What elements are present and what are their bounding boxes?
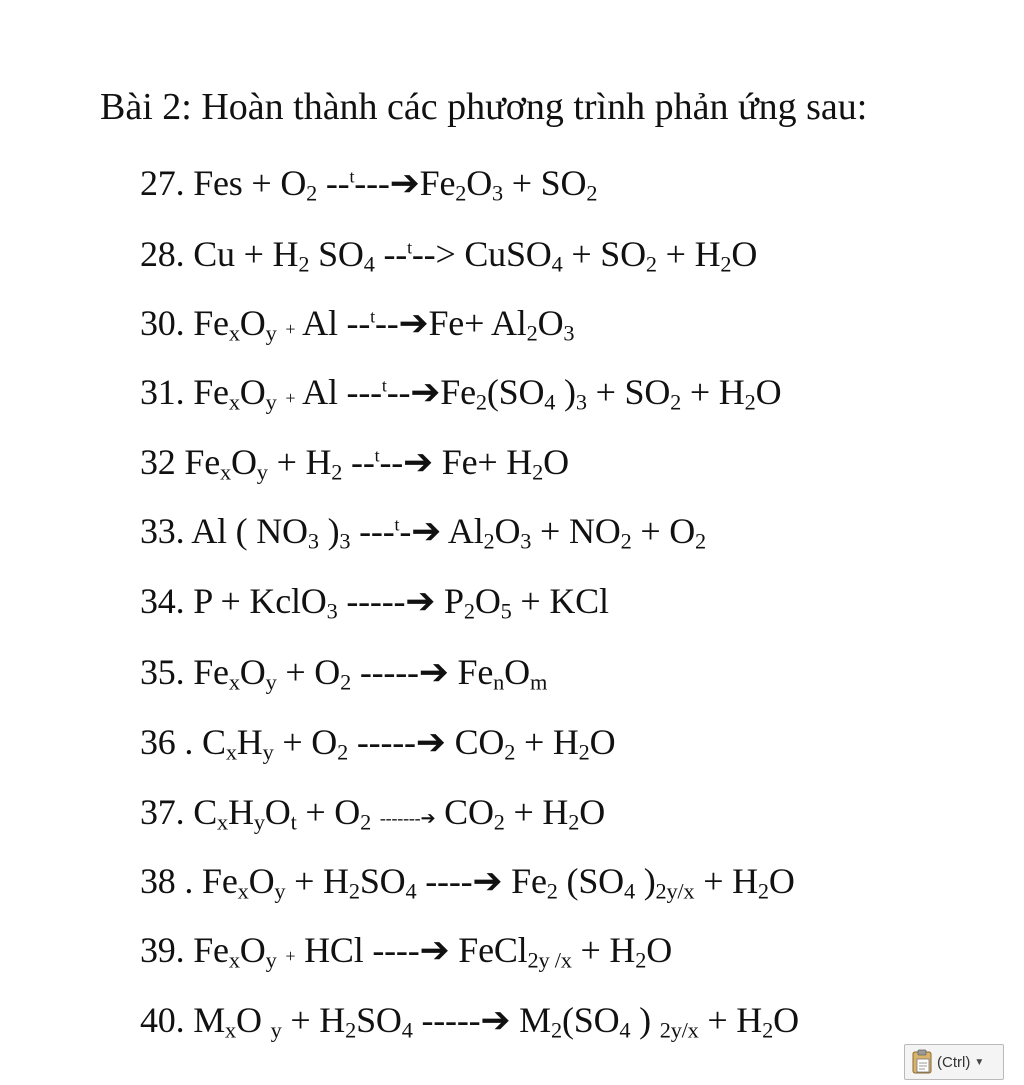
- paste-options-button[interactable]: [904, 1044, 1004, 1080]
- equation-number: 32: [140, 442, 176, 482]
- equation-34: 34. P + KclO$_3$ -----➔ $P_2O_5$ + KCl: [140, 581, 609, 624]
- equation-27: 27. Fes + $O_2$ $--^t---➔Fe_2O_3 + SO_2$: [140, 163, 598, 206]
- equation-32: 32 $Fe_xO_y + H_2$ --$^t$--➔ $Fe+ H_2O$: [140, 442, 569, 485]
- equation-40: 40. $M_xO$ $_y + H_2SO_4$ -----➔ $M_2(SO_4$ ) $_{2y/x} + H_2O$: [140, 1000, 799, 1043]
- equation-number: 37.: [140, 792, 185, 832]
- equation-35: 35. $Fe_xO_y + O_2$ -----➔ $Fe_nO_m$: [140, 652, 548, 695]
- equation-33: 33. Al ( $NO_3$ )$_3$ ---$^t$-➔ $Al_2O_3 + NO_2 + O_2$: [140, 511, 707, 554]
- exercise-title: Bài 2: Hoàn thành các phương trình phản ứng sau:: [100, 86, 868, 128]
- equation-number: 35.: [140, 652, 185, 692]
- equation-number: 31.: [140, 372, 185, 412]
- equation-39: 39. $Fe_xO_y$ + HCl ----➔ FeCl$_{2y /x}$ + $H_2O$: [140, 930, 673, 973]
- equation-number: 28.: [140, 234, 185, 274]
- equation-36: 36 . $C_xH_y + O_2$ -----➔ $CO_2 + H_2O$: [140, 722, 616, 765]
- equation-38: 38 . $Fe_xO_y + H_2SO_4$ ----➔ $Fe_2$ ($SO_4$ )$_{2y/x} + H_2O$: [140, 861, 795, 904]
- equation-number: 34.: [140, 581, 185, 621]
- equation-number: 40.: [140, 1000, 185, 1040]
- equation-31: 31. $Fe_xO_y + Al$ $---^t--➔Fe_2(SO_4$ )$_3 + SO_2 + H_2O$: [140, 372, 782, 415]
- equation-number: 38 .: [140, 861, 194, 901]
- equation-number: 36 .: [140, 722, 194, 762]
- equation-number: 27.: [140, 163, 185, 203]
- equation-37: 37. $C_xH_yO_t + O_2$ -------➔ $CO_2 + H_2O$: [140, 792, 606, 835]
- equation-number: 30.: [140, 303, 185, 343]
- equation-28: 28. $Cu + H_2$ $SO_4$ --$^t$--> CuSO$_4$ + $SO_2 + H_2O$: [140, 234, 758, 277]
- equation-number: 33.: [140, 511, 185, 551]
- equation-number: 39.: [140, 930, 185, 970]
- chevron-down-icon: ▼: [974, 1056, 985, 1068]
- equation-30: 30. $Fe_xO_y + Al$ --$^t$--➔Fe+ $Al_2O_3$: [140, 303, 575, 346]
- paste-options-label: (Ctrl): [937, 1053, 971, 1071]
- clipboard-icon: [911, 1049, 933, 1075]
